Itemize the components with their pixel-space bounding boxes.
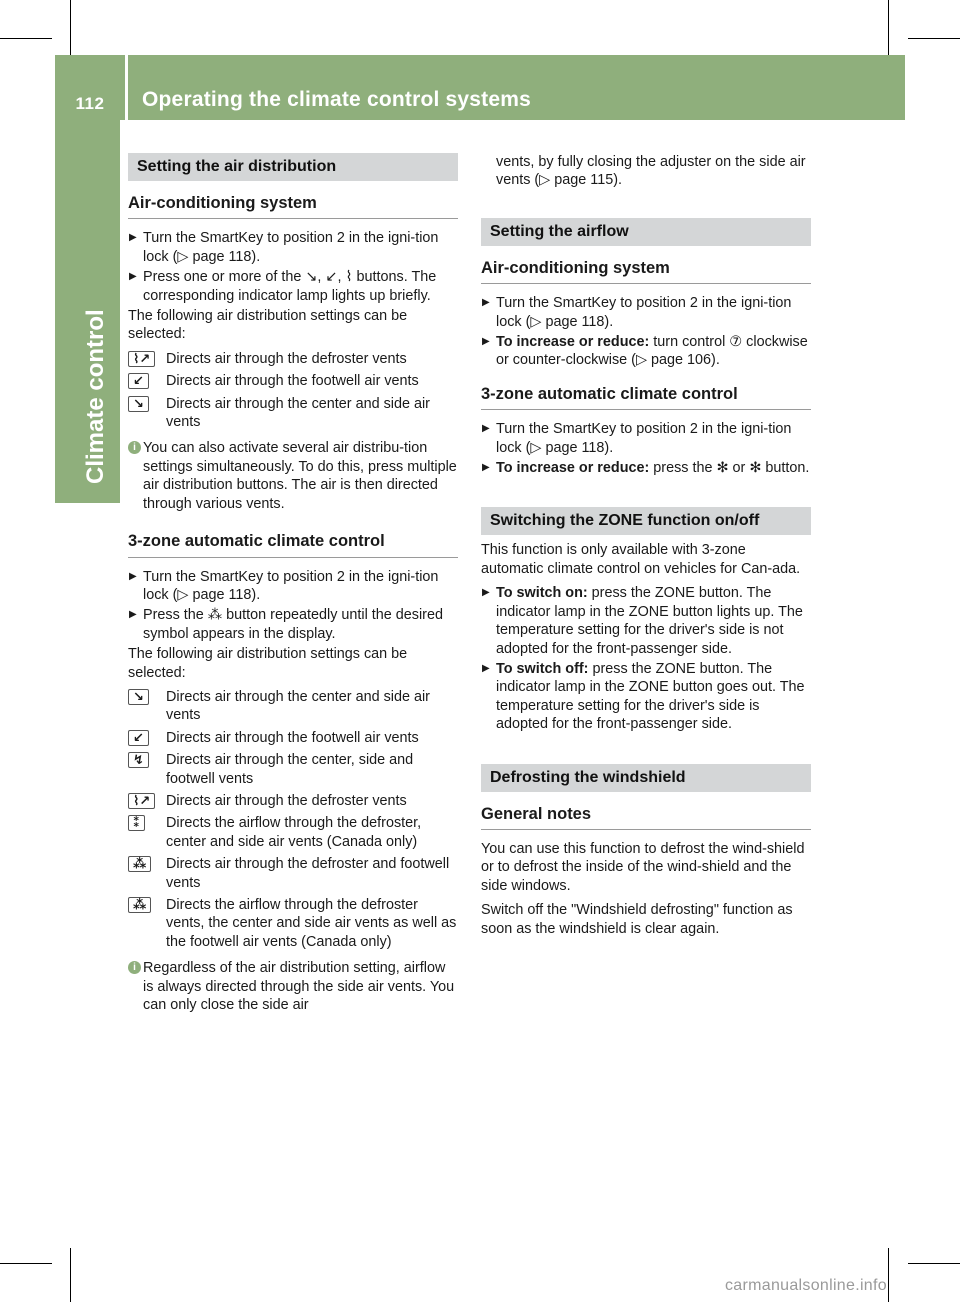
option-text: Directs air through the center and side air vents	[166, 688, 430, 724]
subsection-heading: 3-zone automatic climate control	[128, 519, 458, 557]
crop-mark	[0, 38, 52, 39]
chapter-title: Climate control	[82, 309, 109, 484]
option-text: Directs air through the center and side air vents	[166, 395, 430, 431]
subsection-heading: General notes	[481, 792, 811, 830]
option-row	[128, 372, 458, 390]
instruction-step: ▶ To switch off: press the ZONE button. The indicator lamp in the ZONE button goes out. The temperature setting for the driver's side is adopted for the front-passenger side.	[481, 660, 811, 734]
watermark-link[interactable]: carmanualsonline.info	[725, 1277, 887, 1294]
subsection-heading: Air-conditioning system	[481, 246, 811, 284]
info-note	[128, 439, 458, 513]
instruction-step: ▶ Turn the SmartKey to position 2 in the igni-tion lock (▷ page 118).	[128, 229, 458, 266]
instruction-step: ▶ To increase or reduce: turn control ⑦ clockwise or counter-clockwise (▷ page 106).	[481, 333, 811, 370]
option-row	[128, 855, 458, 892]
option-row	[128, 350, 458, 368]
left-column	[128, 153, 458, 1020]
header-divider	[125, 55, 128, 120]
option-text: Directs air through the defroster and footwell vents	[166, 856, 450, 891]
instruction-step: ▶ Turn the SmartKey to position 2 in the igni-tion lock (▷ page 118).	[128, 568, 458, 605]
instruction-step: ▶ Press the ⁂ button repeatedly until the desired symbol appears in the display.	[128, 606, 458, 643]
info-note	[128, 959, 458, 1014]
defroster-vent-icon: ⌇↗	[128, 792, 166, 810]
footwell-vent-icon: ↙	[128, 729, 166, 747]
crop-mark	[70, 1248, 71, 1302]
center-vent-icon: ↘	[128, 688, 166, 725]
option-text: Directs the airflow through the defroster, center and side air vents (Canada only)	[166, 815, 422, 850]
info-icon: i	[128, 961, 141, 974]
section-heading: Setting the airflow	[481, 218, 811, 246]
paragraph: This function is only available with 3-zone automatic climate control on vehicles for Can-ada.	[481, 542, 801, 577]
right-column	[481, 153, 811, 944]
option-text: Directs air through the defroster vents	[166, 792, 407, 809]
info-text: You can also activate several air distribu-tion settings simultaneously. To do this, press multiple air distribution buttons. The air is then directed through various vents.	[143, 440, 457, 512]
paragraph: The following air distribution settings can be selected:	[128, 308, 408, 343]
subsection-heading: 3-zone automatic climate control	[481, 372, 811, 410]
page-number: 112	[75, 94, 105, 113]
crop-mark	[888, 0, 889, 55]
instruction-step: ▶ Turn the SmartKey to position 2 in the igni-tion lock (▷ page 118).	[481, 294, 811, 331]
defroster-vent-icon: ⌇↗	[128, 350, 166, 368]
crop-mark	[908, 38, 960, 39]
option-row	[128, 814, 458, 851]
subsection-heading: Air-conditioning system	[128, 181, 458, 219]
crop-mark	[888, 1248, 889, 1302]
section-heading: Setting the air distribution	[128, 153, 458, 181]
info-icon: i	[128, 441, 141, 454]
defroster-center-vent-icon: ⁑	[128, 814, 166, 851]
paragraph: Switch off the "Windshield defrosting" function as soon as the windshield is clear again.	[481, 902, 793, 937]
option-row	[128, 896, 458, 951]
instruction-step: ▶ To increase or reduce: press the ✻ or ✻ button.	[481, 459, 811, 477]
section-heading: Defrosting the windshield	[481, 764, 811, 792]
instruction-step: ▶ To switch on: press the ZONE button. The indicator lamp in the ZONE button lights up. The temperature setting for the driver's side is not adopted for the front-passenger side.	[481, 584, 811, 658]
all-vents-icon: ⁂	[128, 896, 166, 951]
center-vent-icon: ↘	[128, 395, 166, 432]
option-row	[128, 688, 458, 725]
option-text: Directs air through the center, side and footwell vents	[166, 752, 414, 787]
page-title: Operating the climate control systems	[142, 88, 532, 111]
option-text: Directs air through the defroster vents	[166, 350, 407, 367]
info-text: Regardless of the air distribution setting, airflow is always directed through the side air vents. You can only close the side air	[143, 960, 455, 1014]
option-row	[128, 729, 458, 747]
option-row	[128, 792, 458, 810]
instruction-step: ▶ Turn the SmartKey to position 2 in the igni-tion lock (▷ page 118).	[481, 420, 811, 457]
paragraph: You can use this function to defrost the wind-shield or to defrost the inside of the wind-shield and the side windows.	[481, 840, 805, 894]
center-footwell-vent-icon: ↯	[128, 751, 166, 788]
option-text: Directs air through the footwell air vents	[166, 373, 419, 390]
option-row	[128, 395, 458, 432]
option-text: Directs the airflow through the defroster vents, the center and side air vents as well as the footwell air vents (Canada only)	[166, 897, 457, 950]
footwell-vent-icon: ↙	[128, 372, 166, 390]
option-row	[128, 751, 458, 788]
instruction-step: ▶ Press one or more of the ↘, ↙, ⌇ buttons. The corresponding indicator lamp lights up briefly.	[128, 268, 458, 305]
crop-mark	[908, 1263, 960, 1264]
defroster-footwell-vent-icon: ⁂	[128, 855, 166, 892]
crop-mark	[70, 0, 71, 55]
crop-mark	[0, 1263, 52, 1264]
paragraph: The following air distribution settings can be selected:	[128, 646, 408, 681]
option-text: Directs air through the footwell air vents	[166, 729, 419, 746]
paragraph: vents, by fully closing the adjuster on the side air vents (▷ page 115).	[496, 154, 806, 189]
section-heading: Switching the ZONE function on/off	[481, 507, 811, 535]
